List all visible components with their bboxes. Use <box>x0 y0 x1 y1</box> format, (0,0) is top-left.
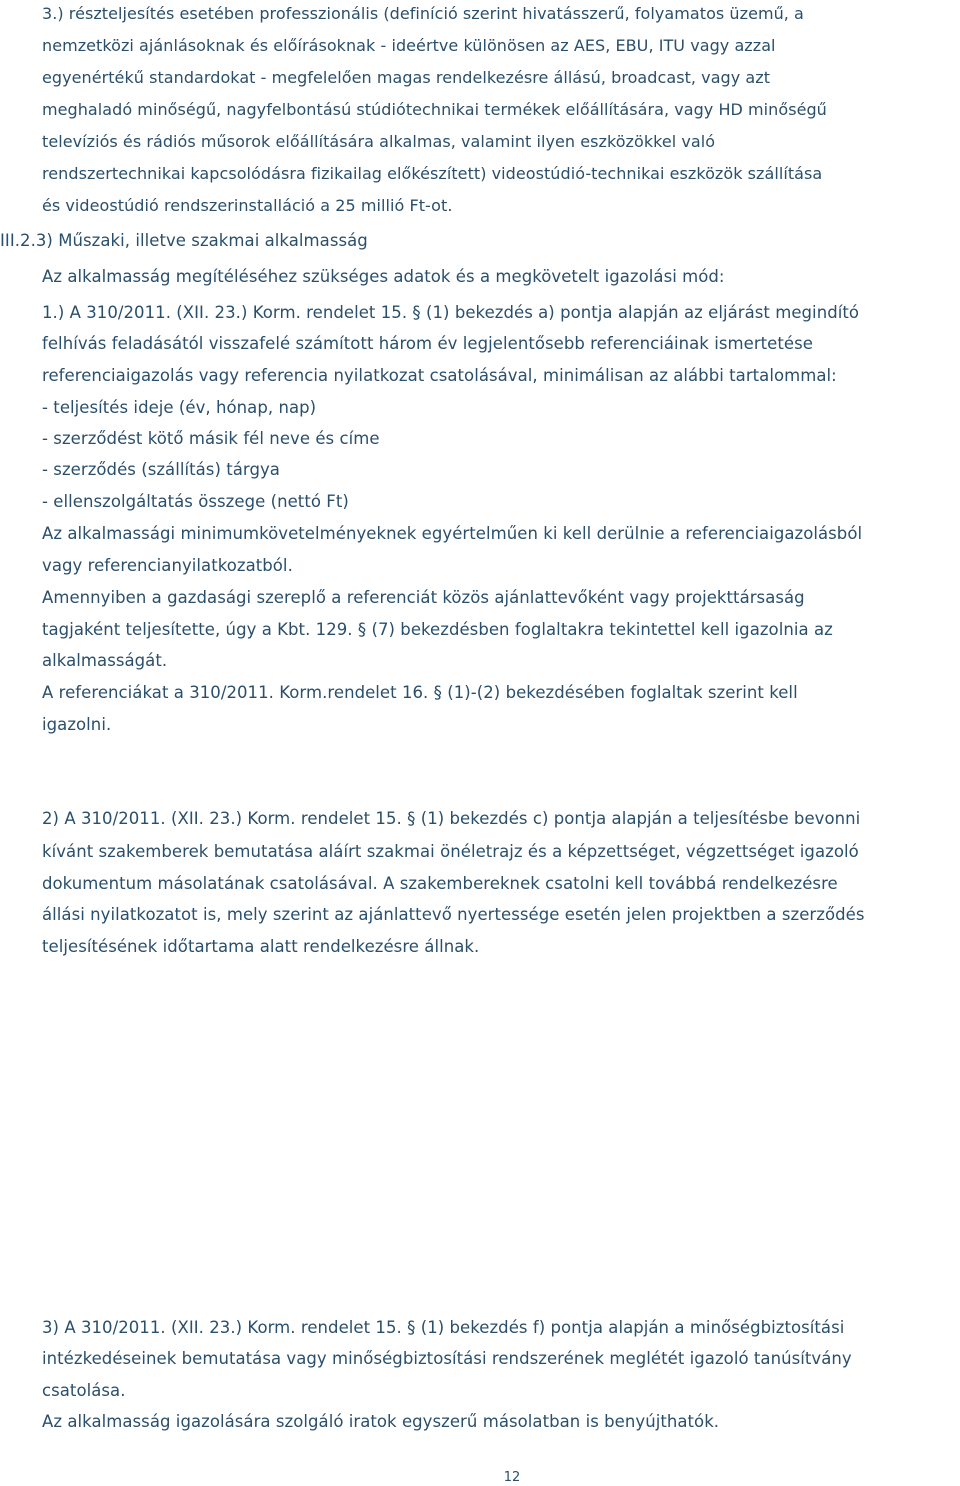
block2-line: dokumentum másolatának csatolásával. A szakembereknek csatolni kell továbbá rendelkezésre <box>42 874 838 893</box>
intro-line: és videostúdió rendszerinstalláció a 25 millió Ft-ot. <box>42 196 453 215</box>
block1-line: alkalmasságát. <box>42 651 168 670</box>
intro-line: 3.) részteljesítés esetében professzionális (definíció szerint hivatásszerű, folyamatos üzemű, a <box>42 4 804 23</box>
intro-line: televíziós és rádiós műsorok előállítására alkalmas, valamint ilyen eszközökkel való <box>42 132 716 151</box>
block1-line: Amennyiben a gazdasági szereplő a referenciát közös ajánlattevőként vagy projekttársaság <box>42 588 805 607</box>
block3-line: Az alkalmasság igazolására szolgáló iratok egyszerű másolatban is benyújthatók. <box>42 1412 720 1431</box>
block1-line: Az alkalmassági minimumkövetelményeknek egyértelműen ki kell derülnie a referenciaigazolásból <box>42 524 863 543</box>
block1-line: 1.) A 310/2011. (XII. 23.) Korm. rendelet 15. § (1) bekezdés a) pontja alapján az eljárást megindító <box>42 303 860 322</box>
block2-line: állási nyilatkozatot is, mely szerint az ajánlattevő nyertessége esetén jelen projektben a szerződés <box>42 905 865 924</box>
block3-line: intézkedéseinek bemutatása vagy minőségbiztosítási rendszerének meglétét igazoló tanúsítvány <box>42 1349 852 1368</box>
block2-line: teljesítésének időtartama alatt rendelkezésre állnak. <box>42 937 480 956</box>
block1-line: - szerződést kötő másik fél neve és címe <box>42 429 380 448</box>
intro-line: nemzetközi ajánlásoknak és előírásoknak - ideértve különösen az AES, EBU, ITU vagy azzal <box>42 36 776 55</box>
section-heading: III.2.3) Műszaki, illetve szakmai alkalmasság <box>0 231 368 250</box>
block1-line: referenciaigazolás vagy referencia nyilatkozat csatolásával, minimálisan az alábbi tartalommal: <box>42 366 837 385</box>
intro-line: meghaladó minőségű, nagyfelbontású stúdiótechnikai termékek előállítására, vagy HD minőségű <box>42 100 827 119</box>
block3-line: csatolása. <box>42 1381 126 1400</box>
block2-line: kívánt szakemberek bemutatása aláírt szakmai önéletrajz és a képzettséget, végzettséget igazoló <box>42 842 859 861</box>
block2-line: 2) A 310/2011. (XII. 23.) Korm. rendelet 15. § (1) bekezdés c) pontja alapján a teljesítésbe bevonni <box>42 809 861 828</box>
block1-line: igazolni. <box>42 715 112 734</box>
block1-line: felhívás feladásától visszafelé számított három év legjelentősebb referenciáinak ismertetése <box>42 334 813 353</box>
block1-line: - szerződés (szállítás) tárgya <box>42 460 280 479</box>
block1-line: A referenciákat a 310/2011. Korm.rendelet 16. § (1)-(2) bekezdésében foglaltak szerint kell <box>42 683 798 702</box>
subheading: Az alkalmasság megítéléséhez szükséges adatok és a megkövetelt igazolási mód: <box>42 267 725 286</box>
block1-line: tagjaként teljesítette, úgy a Kbt. 129. § (7) bekezdésben foglaltakra tekintettel kell igazolnia az <box>42 620 833 639</box>
intro-line: egyenértékű standardokat - megfelelően magas rendelkezésre állású, broadcast, vagy azt <box>42 68 771 87</box>
block3-line: 3) A 310/2011. (XII. 23.) Korm. rendelet 15. § (1) bekezdés f) pontja alapján a minőségbiztosítási <box>42 1318 845 1337</box>
block1-line: - ellenszolgáltatás összege (nettó Ft) <box>42 492 349 511</box>
intro-line: rendszertechnikai kapcsolódásra fizikailag előkészített) videostúdió-technikai eszközök szállítása <box>42 164 823 183</box>
block1-line: - teljesítés ideje (év, hónap, nap) <box>42 398 317 417</box>
block1-line: vagy referencianyilatkozatból. <box>42 556 293 575</box>
page-number: 12 <box>503 1470 521 1485</box>
